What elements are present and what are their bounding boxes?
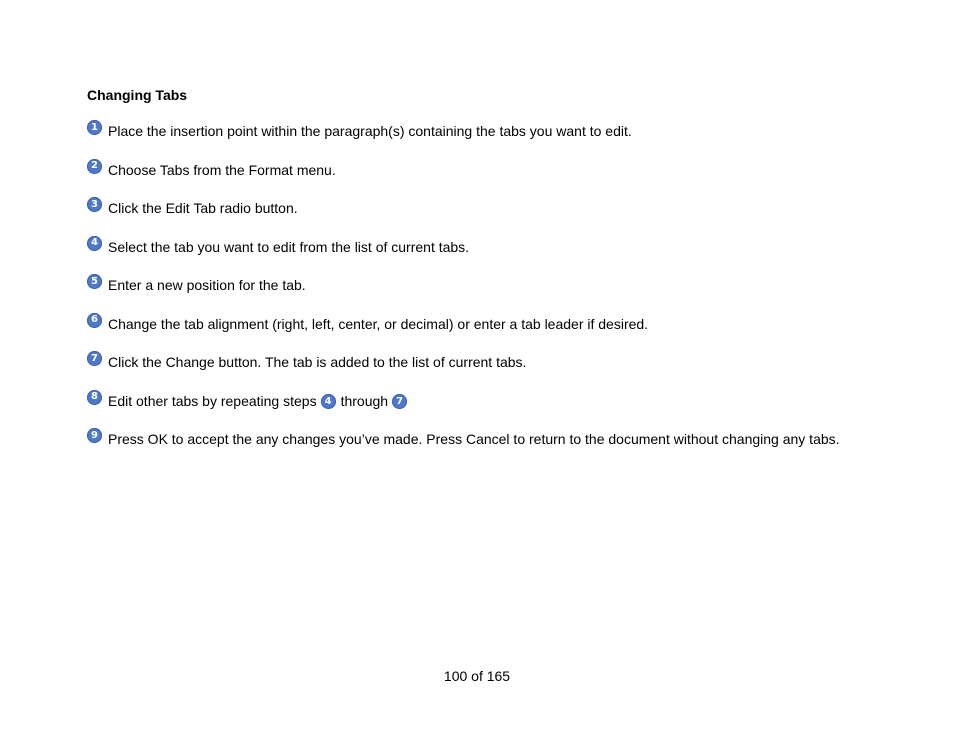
step-number-badge-icon: 5 — [87, 274, 102, 289]
step-text: Click the Change button. The tab is added to the list of current tabs. — [108, 354, 527, 370]
step-text — [108, 390, 412, 412]
step-number-badge-icon: 2 — [87, 159, 102, 174]
step-number-badge-icon: 8 — [87, 390, 102, 405]
step-number-badge-icon: 4 — [87, 236, 102, 251]
step-item-7 — [87, 351, 917, 390]
step-text: Place the insertion point within the paragraph(s) containing the tabs you want to edit. — [108, 123, 632, 139]
step-text: Click the Edit Tab radio button. — [108, 200, 298, 216]
section-heading: Changing Tabs — [87, 87, 188, 103]
step-item-8 — [87, 390, 917, 429]
step-text-middle: through — [340, 392, 389, 409]
step-item-3 — [87, 197, 917, 236]
page-indicator: 100 of 165 — [443, 668, 511, 684]
step-item-4 — [87, 236, 917, 275]
step-number-badge-icon: 3 — [87, 197, 102, 212]
step-text: Choose Tabs from the Format menu. — [108, 161, 336, 178]
step-item-6 — [87, 313, 917, 352]
step-number-badge-icon: 1 — [87, 120, 102, 135]
step-text: Change the tab alignment (right, left, center, or decimal) or enter a tab leader if desired. — [108, 315, 649, 332]
step-text: Select the tab you want to edit from the list of current tabs. — [108, 238, 470, 255]
step-text: Enter a new position for the tab. — [108, 277, 306, 293]
step-number-badge-icon: 9 — [87, 428, 102, 443]
step-item-9 — [87, 428, 917, 467]
step-number-badge-icon: 6 — [87, 313, 102, 328]
step-reference-badge-icon: 4 — [321, 394, 336, 409]
step-text: Press OK to accept the any changes you’ve made. Press Cancel to return to the document without changing any tabs. — [108, 431, 840, 447]
step-item-2 — [87, 159, 917, 198]
step-item-5 — [87, 274, 917, 313]
step-item-1 — [87, 120, 917, 159]
steps-list — [87, 120, 917, 467]
step-reference-badge-icon: 7 — [392, 394, 407, 409]
step-number-badge-icon: 7 — [87, 351, 102, 366]
step-text-before: Edit other tabs by repeating steps — [108, 392, 317, 409]
